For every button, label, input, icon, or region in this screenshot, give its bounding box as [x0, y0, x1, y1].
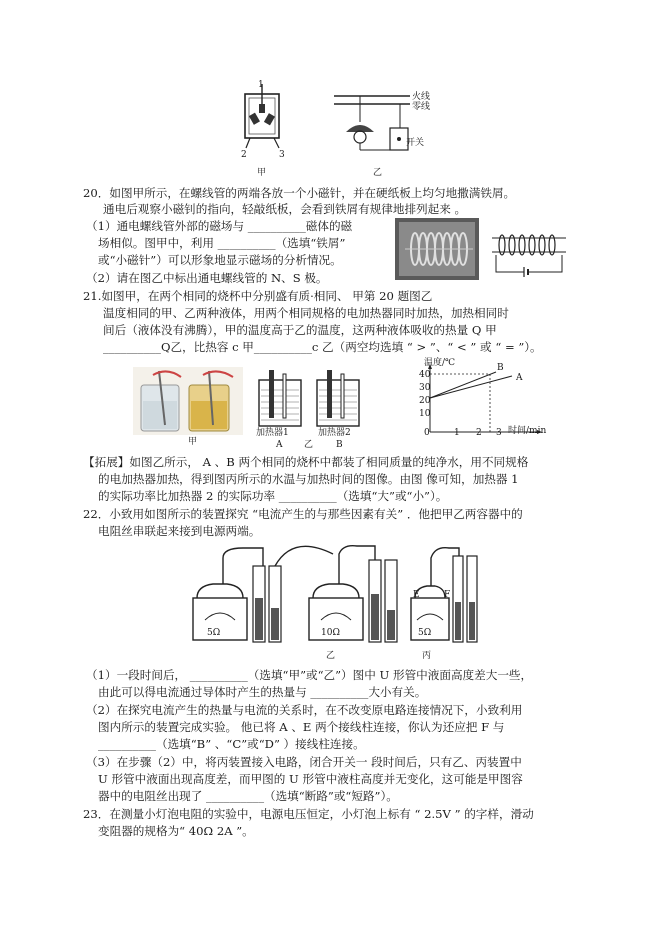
- apparatus-label-e: E: [413, 590, 420, 600]
- q23-line-2: 变阻器的规格为“ 40Ω 2A ”。: [98, 824, 254, 838]
- q22-sub2-c: __________（选填“B” 、“C”或“D” ）接线柱连接。: [98, 737, 365, 751]
- heater-beakers-figure-yi: [253, 370, 365, 430]
- graph-xtick-2: 2: [476, 428, 482, 438]
- q22-sub3-b: U 形管中液面出现高度差，而甲图的 U 形管中液柱高度并无变化，这可能是甲图容: [98, 772, 523, 786]
- q21-line-3: 间后（液体没有沸腾），甲的温度高于乙的温度，这两种液体吸收的热量 Q 甲: [103, 323, 497, 337]
- graph-y-label: 温度/℃: [424, 358, 456, 368]
- heater-1-label: 加热器1: [256, 428, 289, 438]
- apparatus-label-bing: 丙: [422, 651, 432, 661]
- q20-sub1-a: （1）通电螺线管外部的磁场与 __________磁体的磁: [86, 219, 353, 233]
- graph-ytick-10: 10: [419, 409, 431, 419]
- apparatus-resistor-5ohm-2: 5Ω: [418, 628, 432, 638]
- extend-line-2: 的电加热器加热，得到图丙所示的水温与加热时间的图像。由图 像可知，加热器 1: [98, 472, 519, 486]
- q20-sub1-c: 或“小磁针”）可以形象地显示磁场的分析情况。: [98, 253, 342, 267]
- graph-ytick-40: 40: [419, 370, 431, 380]
- graph-ytick-30: 30: [419, 383, 431, 393]
- q22-sub3-a: （3）在步骤（2）中，将丙装置接入电路，闭合开关一 段时间后，只有乙、丙装置中: [86, 755, 522, 769]
- q21-line-1: 21.如图甲，在两个相同的烧杯中分别盛有质·相同、 甲第 20 题图乙: [83, 289, 433, 303]
- graph-line-b: [430, 372, 496, 398]
- apparatus-label-yi: 乙: [326, 651, 336, 661]
- q20-line-2: 通电后观察小磁钊的指向，轻敲纸板，会看到铁屑有规律地排列起来 。: [103, 202, 467, 216]
- graph-line-b-label: B: [497, 363, 504, 373]
- q22-line-2: 电阻丝串联起来接到电源两端。: [98, 524, 261, 538]
- solenoid-circuit-figure: [486, 218, 572, 280]
- q22-line-1: 22．小致用如图所示的装置探究 “电流产生的与那些因素有关” ．他把甲乙两容器中的: [83, 507, 523, 521]
- q22-sub3-c: 器中的电阻丝出现了 __________（选填“断路”或“短路”）。: [98, 789, 398, 803]
- figure-label-jia: 甲: [257, 168, 267, 178]
- q21-line-4: __________Q乙，比热容 c 甲__________c 乙（两空均选填 “ > ”、“ < ” 或 “ = ”）。: [103, 340, 542, 354]
- apparatus-label-f: F: [444, 590, 451, 600]
- q22-sub1-b: 由此可以得电流通过导体时产生的热量与 __________大小有关。: [98, 685, 427, 699]
- apparatus-resistor-5ohm-1: 5Ω: [207, 628, 221, 638]
- figure-label-yi: 乙: [373, 168, 383, 178]
- socket-left-number: 2: [241, 150, 247, 160]
- solenoid-photo-figure: [395, 218, 479, 280]
- beaker-b-label: B: [336, 440, 343, 450]
- graph-xtick-3: 3: [496, 428, 502, 438]
- graph-x-label: 时间/min: [508, 426, 547, 436]
- q20-sub1-b: 场相似。图甲中，利用 __________（选填“铁屑”: [98, 236, 346, 250]
- q22-sub2-b: 图内所示的装置完成实验。 他已将 A 、E 两个接线柱连接，你认为还应把 F 与: [98, 720, 505, 734]
- graph-ytick-20: 20: [419, 396, 431, 406]
- fig21-label-yi: 乙: [304, 440, 314, 450]
- graph-xtick-1: 1: [454, 428, 460, 438]
- socket-top-number: 1: [258, 80, 264, 90]
- extend-line-3: 的实际功率比加热器 2 的实际功率 __________（选填“大”或“小”）。: [98, 489, 448, 503]
- q20-line-1: 20．如图甲所示，在螺线管的两端各放一个小磁针，并在硬纸板上均匀地撒满铁屑。: [83, 186, 516, 200]
- fig21-label-jia: 甲: [188, 437, 198, 447]
- q20-sub2: （2）请在图乙中标出通电螺线管的 N、S 极。: [86, 271, 328, 285]
- heater-2-label: 加热器2: [318, 428, 351, 438]
- graph-line-a-label: A: [516, 373, 523, 383]
- q21-line-2: 温度相同的甲、乙两种液体，用两个相同规格的电加热器同时加热，加热相同时: [103, 306, 509, 320]
- beaker-a-label: A: [276, 440, 283, 450]
- graph-line-a: [430, 376, 512, 398]
- socket-right-number: 3: [279, 150, 285, 160]
- apparatus-resistor-10ohm: 10Ω: [321, 628, 340, 638]
- extend-line-1: 【拓展】如图乙所示， A 、B 两个相同的烧杯中都装了相同质量的纯净水，用不同规格: [83, 455, 529, 469]
- fire-wire-label: 火线: [412, 92, 431, 102]
- q23-line-1: 23．在测量小灯泡电阻的实验中，电源电压恒定，小灯泡上标有 “ 2.5V ” 的字样，滑动: [83, 807, 534, 821]
- zero-wire-label: 零线: [412, 102, 431, 112]
- q22-sub1-a: （1）一段时间后， __________（选填“甲”或“乙”）图中 U 形管中液面高度差大一些，: [86, 668, 533, 682]
- q22-sub2-a: （2）在探究电流产生的热量与电流的关系时，在不改变原电路连接情况下，小致利用: [86, 703, 523, 717]
- beakers-photo-jia: [133, 367, 243, 435]
- graph-origin: 0: [424, 428, 430, 438]
- switch-label: 开关: [406, 138, 425, 148]
